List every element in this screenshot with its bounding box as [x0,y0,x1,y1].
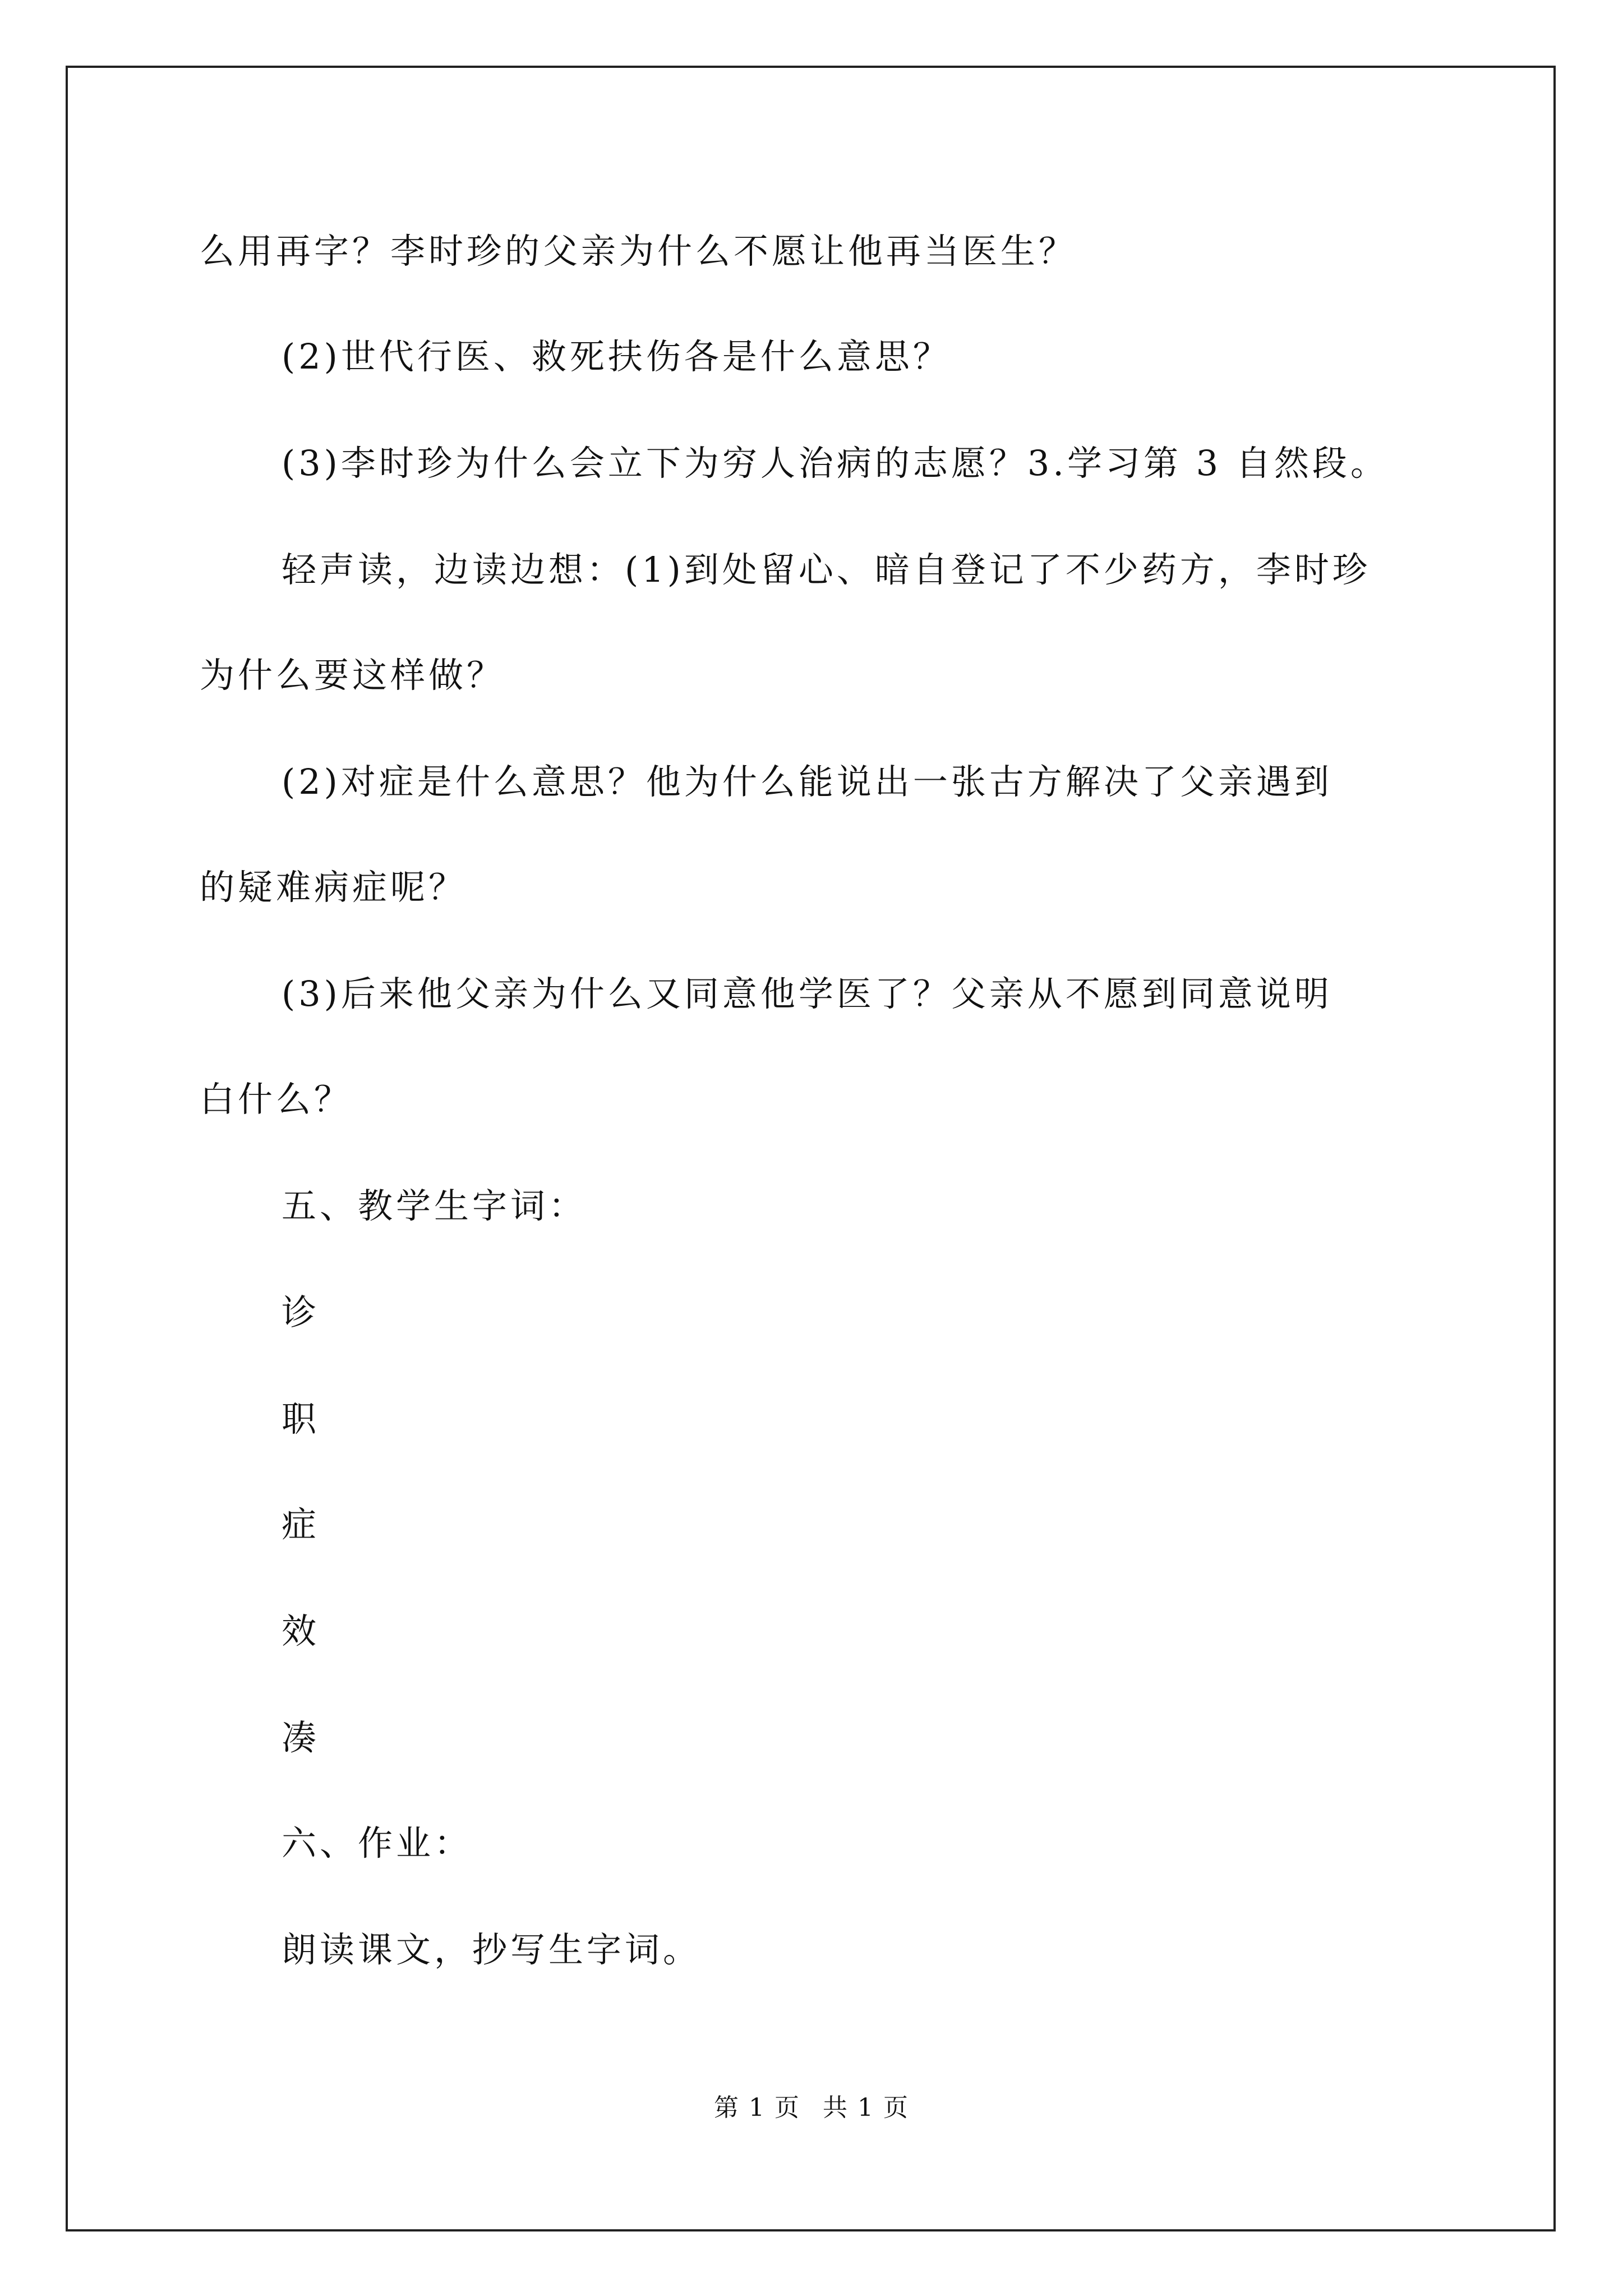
page-number: 第 1 页 [714,2093,800,2122]
paragraph-line: 白什么？ [200,1079,353,1120]
vocabulary-item: 凑 [282,1717,320,1758]
paragraph-line: (2)世代行医、救死扶伤各是什么意思？ [282,336,951,377]
vocabulary-item: 效 [282,1611,320,1651]
page-border [66,66,1556,2231]
section-heading: 五、教学生字词： [282,1185,587,1226]
paragraph-line: 么用再字？李时珍的父亲为什么不愿让他再当医生？ [200,231,1077,272]
vocabulary-item: 症 [282,1504,320,1545]
page-footer [0,2091,1623,2125]
paragraph-line: (3)后来他父亲为什么又同意他学医了？父亲从不愿到同意说明 [282,973,1332,1014]
paragraph-line: 轻声读，边读边想：(1)到处留心、暗自登记了不少药方，李时珍 [282,549,1371,590]
paragraph-line: 朗读课文，抄写生字词。 [282,1929,702,1970]
page-total: 共 1 页 [823,2093,909,2122]
section-heading: 六、作业： [282,1823,473,1864]
paragraph-line: 的疑难病症呢？ [200,867,467,908]
vocabulary-item: 职 [282,1398,320,1439]
paragraph-line: (3)李时珍为什么会立下为穷人治病的志愿？3.学习第 3 自然段。 [282,443,1389,484]
vocabulary-item: 诊 [282,1292,320,1333]
paragraph-line: (2)对症是什么意思？他为什么能说出一张古方解决了父亲遇到 [282,761,1332,802]
paragraph-line: 为什么要这样做？ [200,655,505,696]
